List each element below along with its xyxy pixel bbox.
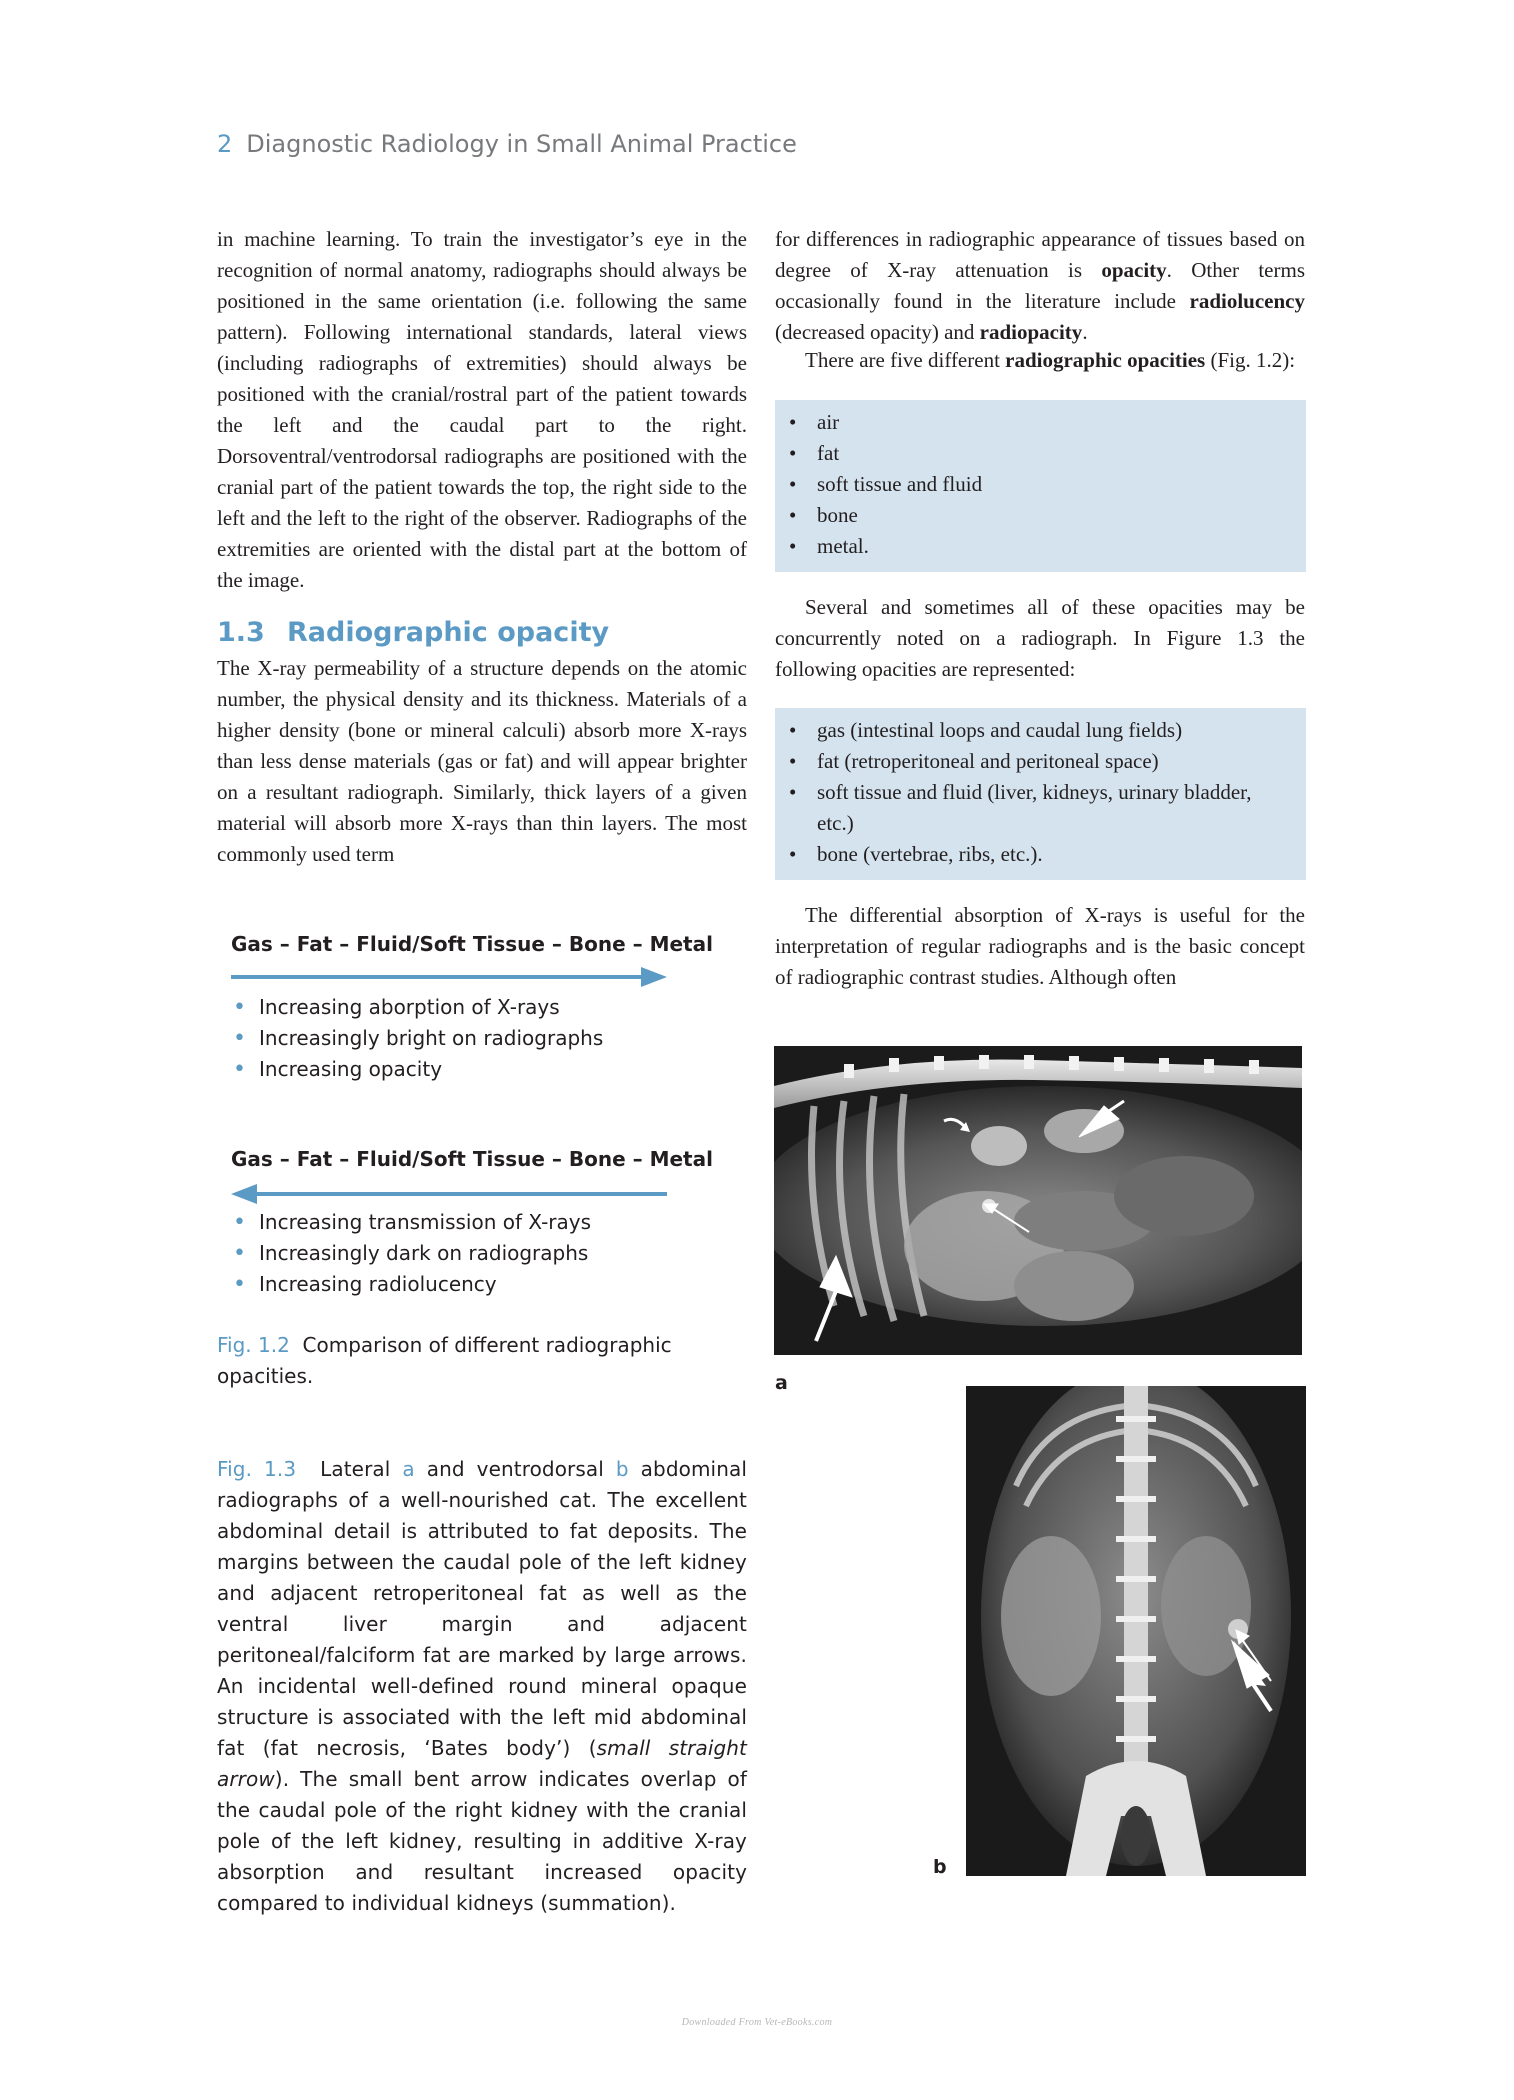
list-item: • Increasing transmission of X-rays bbox=[231, 1207, 591, 1238]
arrow-right-icon bbox=[231, 965, 667, 989]
term-radiographic-opacities: radiographic opacities bbox=[1005, 348, 1206, 372]
list-item: • bone (vertebrae, ribs, etc.). bbox=[775, 839, 1306, 870]
left-paragraph-1 bbox=[217, 224, 747, 596]
term-radiolucency: radiolucency bbox=[1189, 289, 1305, 313]
figure-1-2-caption bbox=[217, 1330, 697, 1392]
panel-label-b: b bbox=[933, 1856, 947, 1878]
radiograph-lateral bbox=[774, 1046, 1302, 1355]
caption-text: and ventrodorsal bbox=[414, 1457, 616, 1481]
caption-text: Lateral bbox=[320, 1457, 403, 1481]
list-item: • Increasing aborption of X-rays bbox=[231, 992, 603, 1023]
list-item: • gas (intestinal loops and caudal lung fields) bbox=[775, 715, 1306, 746]
figure-1-3-caption bbox=[217, 1454, 747, 1919]
opacity-scale-title: Gas – Fat – Fluid/Soft Tissue – Bone – Metal bbox=[231, 1147, 713, 1171]
list-item: • soft tissue and fluid (liver, kidneys, urinary bladder, etc.) bbox=[775, 777, 1306, 839]
increasing-list bbox=[231, 992, 603, 1085]
figure-label: Fig. 1.3 bbox=[217, 1457, 297, 1481]
panel-ref-b: b bbox=[615, 1457, 629, 1481]
caption-text: abdominal radiographs of a well-nourished cat. The excellent abdominal detail is attributed to fat deposits. The margins between the caudal pole of the left kidney and adjacent retroperitoneal fat as well as the ventral liver margin and adjacent peritoneal/falciform fat are marked by large arrows. An incidental well-defined round mineral opaque structure is associated with the left mid abdominal fat (fat necrosis, ‘Bates body’) ( bbox=[217, 1457, 747, 1760]
right-paragraph-3 bbox=[775, 592, 1305, 685]
list-item: • Increasing opacity bbox=[231, 1054, 603, 1085]
list-item: • metal. bbox=[775, 531, 1306, 562]
opacity-list-box bbox=[775, 400, 1306, 572]
list-item: • fat bbox=[775, 438, 1306, 469]
decreasing-list bbox=[231, 1207, 591, 1300]
radiograph-ventrodorsal bbox=[966, 1386, 1306, 1876]
represented-list-box bbox=[775, 708, 1306, 880]
running-head bbox=[217, 130, 797, 158]
right-paragraph-2 bbox=[775, 345, 1305, 376]
paragraph-text: The differential absorption of X-rays is useful for the interpretation of regular radiographs and is the basic concept of radiographic contrast studies. Although often bbox=[775, 903, 1305, 989]
text-run: for differences in radiographic appearance of tissues based on degree of X-ray attenuation is bbox=[775, 227, 1305, 282]
paragraph-text: The X-ray permeability of a structure depends on the atomic number, the physical density and its thickness. Materials of a higher density (bone or mineral calculi) absorb more X-rays than less dense materials (gas or fat) and will appear brighter on a resultant radiograph. Similarly, thick layers of a given material will absorb more X-rays than thin layers. The most commonly used term bbox=[217, 656, 747, 866]
list-item: • bone bbox=[775, 500, 1306, 531]
term-radiopacity: radiopacity bbox=[979, 320, 1083, 344]
list-item: • air bbox=[775, 407, 1306, 438]
list-item: • fat (retroperitoneal and peritoneal space) bbox=[775, 746, 1306, 777]
left-paragraph-2 bbox=[217, 653, 747, 870]
text-run: (Fig. 1.2): bbox=[1205, 348, 1296, 372]
paragraph-text: Several and sometimes all of these opacities may be concurrently noted on a radiograph. In Figure 1.3 the following opacities are represented: bbox=[775, 595, 1305, 681]
text-run: (decreased opacity) and bbox=[775, 320, 980, 344]
panel-ref-a: a bbox=[402, 1457, 415, 1481]
text-run: . Other terms occasionally found in the literature include bbox=[775, 258, 1305, 313]
term-opacity: opacity bbox=[1101, 258, 1167, 282]
download-watermark: Downloaded From Vet-eBooks.com bbox=[681, 2017, 833, 2028]
caption-text: ). The small bent arrow indicates overlap of the caudal pole of the right kidney with the cranial pole of the left kidney, resulting in additive X-ray absorption and resultant increased opacity compared to individual kidneys (summation). bbox=[217, 1767, 747, 1915]
text-run: . bbox=[1082, 320, 1088, 344]
arrow-left-icon bbox=[231, 1182, 667, 1206]
figure-label: Fig. 1.2 bbox=[217, 1333, 290, 1357]
right-paragraph-4 bbox=[775, 900, 1305, 993]
section-heading bbox=[217, 617, 609, 648]
book-title: Diagnostic Radiology in Small Animal Practice bbox=[246, 130, 797, 158]
caption-text: Comparison of different radiographic opacities. bbox=[217, 1333, 672, 1388]
list-item: • Increasingly bright on radiographs bbox=[231, 1023, 603, 1054]
right-paragraph-1 bbox=[775, 224, 1305, 348]
list-item: • Increasing radiolucency bbox=[231, 1269, 591, 1300]
page-number: 2 bbox=[217, 130, 233, 158]
list-item: • soft tissue and fluid bbox=[775, 469, 1306, 500]
panel-label-a: a bbox=[775, 1372, 788, 1394]
paragraph-text: in machine learning. To train the investigator’s eye in the recognition of normal anatomy, radiographs should always be positioned in the same orientation (i.e. following the same pattern). Following international standards, lateral views (including radiographs of extremities) should always be positioned with the cranial/rostral part of the patient towards the left and the caudal part to the right. Dorsoventral/ventrodorsal radiographs are positioned with the cranial part of the patient towards the top, the right side to the left and the left to the right of the observer. Radiographs of the extremities are oriented with the distal part at the bottom of the image. bbox=[217, 227, 747, 592]
section-title: Radiographic opacity bbox=[287, 617, 610, 648]
opacity-scale-title: Gas – Fat – Fluid/Soft Tissue – Bone – Metal bbox=[231, 932, 713, 956]
text-run: There are five different bbox=[805, 348, 1006, 372]
caption-italic: small straight arrow bbox=[217, 1736, 747, 1791]
list-item: • Increasingly dark on radiographs bbox=[231, 1238, 591, 1269]
section-number: 1.3 bbox=[217, 617, 265, 648]
